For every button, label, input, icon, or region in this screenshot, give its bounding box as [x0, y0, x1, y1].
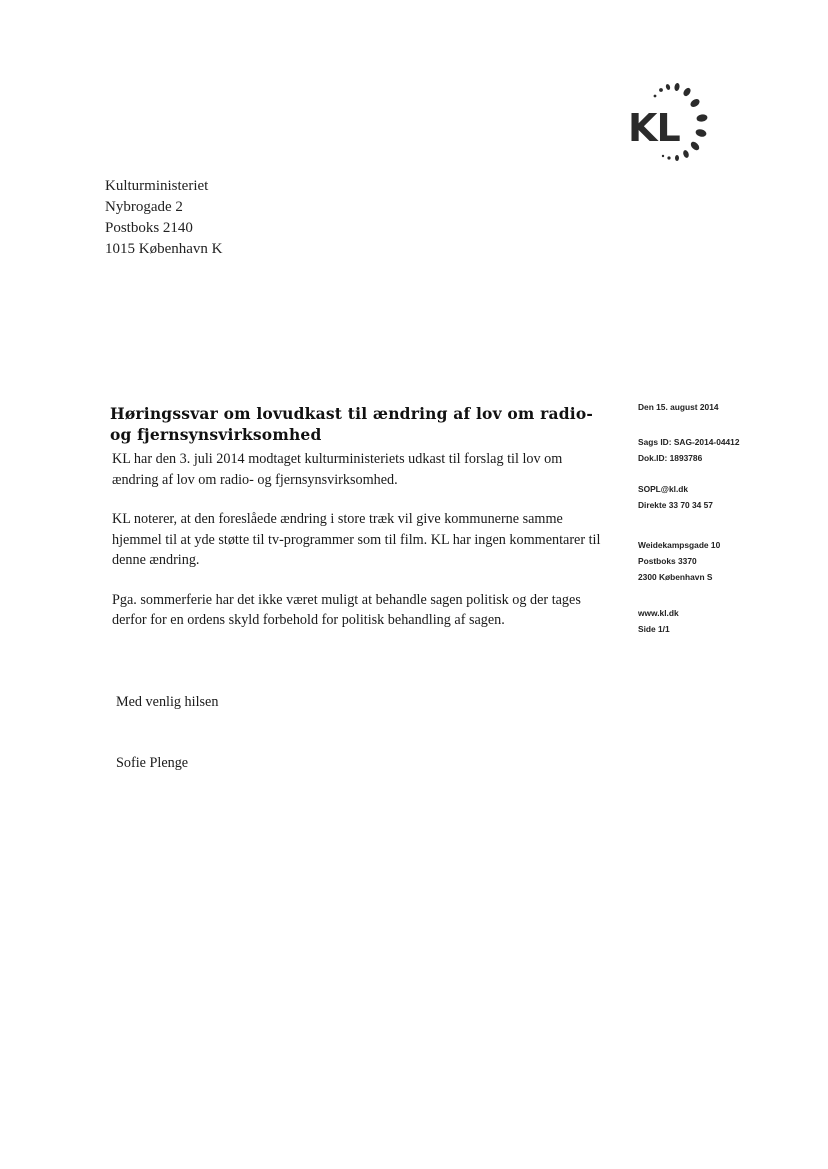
sender-email: SOPL@kl.dk — [638, 484, 689, 494]
sender-street: Weidekampsgade 10 — [638, 540, 721, 550]
body-paragraph: KL noterer, at den foreslåede ændring i store træk vil give kommunerne samme hjemmel til at yde støtte til tv-programmer som til film. KL har ingen kommentarer til denne ændring. — [112, 511, 601, 568]
letter-closing: Med venlig hilsen — [116, 694, 219, 710]
letter-subject: Høringssvar om lovudkast til ændring af lov om radio- og fjernsynsvirksomhed — [110, 404, 594, 444]
recipient-address — [105, 176, 222, 260]
kl-logo — [622, 78, 722, 170]
body-paragraph: Pga. sommerferie har det ikke været muligt at behandle sagen politisk og der tages derfor for en ordens skyld forbehold for politisk behandling af sagen. — [112, 591, 581, 628]
recipient-street: Nybrogade 2 — [105, 199, 183, 215]
sender-info — [638, 399, 818, 637]
letter-date: Den 15. august 2014 — [638, 402, 719, 412]
recipient-city: 1015 København K — [105, 241, 223, 257]
sender-city: 2300 København S — [638, 572, 713, 582]
letter-body — [112, 449, 602, 650]
page-number: Side 1/1 — [638, 624, 670, 634]
recipient-name: Kulturministeriet — [105, 178, 209, 194]
sender-website: www.kl.dk — [638, 608, 679, 618]
case-id: Sags ID: SAG-2014-04412 — [638, 437, 740, 447]
logo-letters: KL — [628, 106, 680, 150]
sender-postbox: Postboks 3370 — [638, 556, 697, 566]
document-id: Dok.ID: 1893786 — [638, 453, 703, 463]
letter-signature: Sofie Plenge — [116, 755, 189, 771]
recipient-postbox: Postboks 2140 — [105, 220, 193, 236]
direct-phone: Direkte 33 70 34 57 — [638, 500, 713, 510]
body-paragraph: KL har den 3. juli 2014 modtaget kulturministeriets udkast til forslag til lov om ændring af lov om radio- og fjernsynsvirksomhed. — [112, 451, 563, 488]
